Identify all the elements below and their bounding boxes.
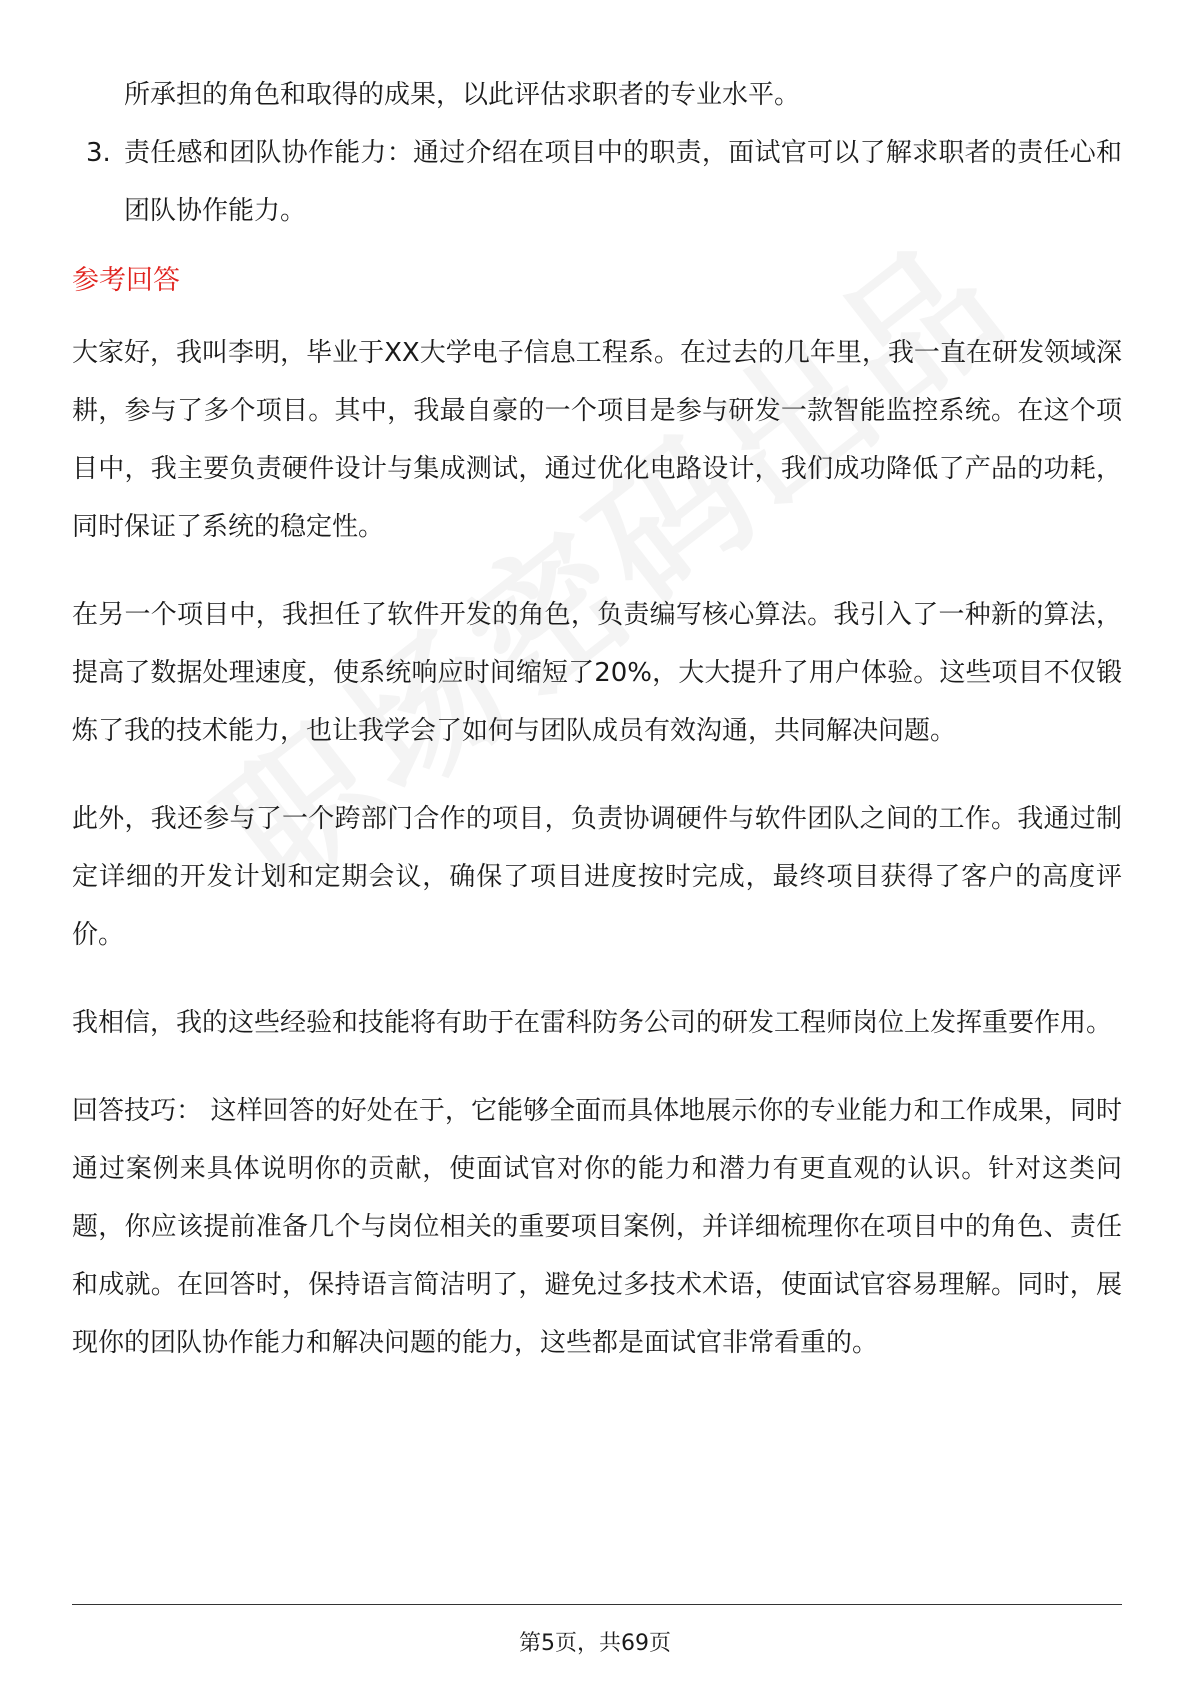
footer-divider	[72, 1604, 1122, 1605]
answer-paragraph-4: 我相信，我的这些经验和技能将有助于在雷科防务公司的研发工程师岗位上发挥重要作用。	[72, 1008, 1113, 1038]
continuation-paragraph: 所承担的角色和取得的成果，以此评估求职者的专业水平。	[124, 80, 801, 110]
page-content	[72, 66, 1122, 1372]
section-heading: 参考回答	[72, 265, 180, 296]
list-item	[72, 124, 1122, 240]
answer-paragraph-3: 此外，我还参与了一个跨部门合作的项目，负责协调硬件与软件团队之间的工作。我通过制定详细的开发计划和定期会议，确保了项目进度按时完成，最终项目获得了客户的高度评价。	[72, 804, 1122, 950]
page-number: 第5页，共69页	[519, 1631, 671, 1656]
tips-paragraph: 回答技巧： 这样回答的好处在于，它能够全面而具体地展示你的专业能力和工作成果，同时通过案例来具体说明你的贡献，使面试官对你的能力和潜力有更直观的认识。针对这类问题，你应该提前准备几个与岗位相关的重要项目案例，并详细梳理你在项目中的角色、责任和成就。在回答时，保持语言简洁明了，避免过多技术术语，使面试官容易理解。同时，展现你的团队协作能力和解决问题的能力，这些都是面试官非常看重的。	[72, 1096, 1122, 1358]
list-item-number: 3.	[86, 138, 111, 168]
answer-paragraph-1: 大家好，我叫李明，毕业于XX大学电子信息工程系。在过去的几年里，我一直在研发领域深耕，参与了多个项目。其中，我最自豪的一个项目是参与研发一款智能监控系统。在这个项目中，我主要负责硬件设计与集成测试，通过优化电路设计，我们成功降低了产品的功耗，同时保证了系统的稳定性。	[72, 338, 1122, 542]
list-item-text: 责任感和团队协作能力：通过介绍在项目中的职责，面试官可以了解求职者的责任心和团队协作能力。	[124, 138, 1122, 226]
answer-paragraph-2: 在另一个项目中，我担任了软件开发的角色，负责编写核心算法。我引入了一种新的算法，提高了数据处理速度，使系统响应时间缩短了20%，大大提升了用户体验。这些项目不仅锻炼了我的技术能力，也让我学会了如何与团队成员有效沟通，共同解决问题。	[72, 600, 1122, 746]
